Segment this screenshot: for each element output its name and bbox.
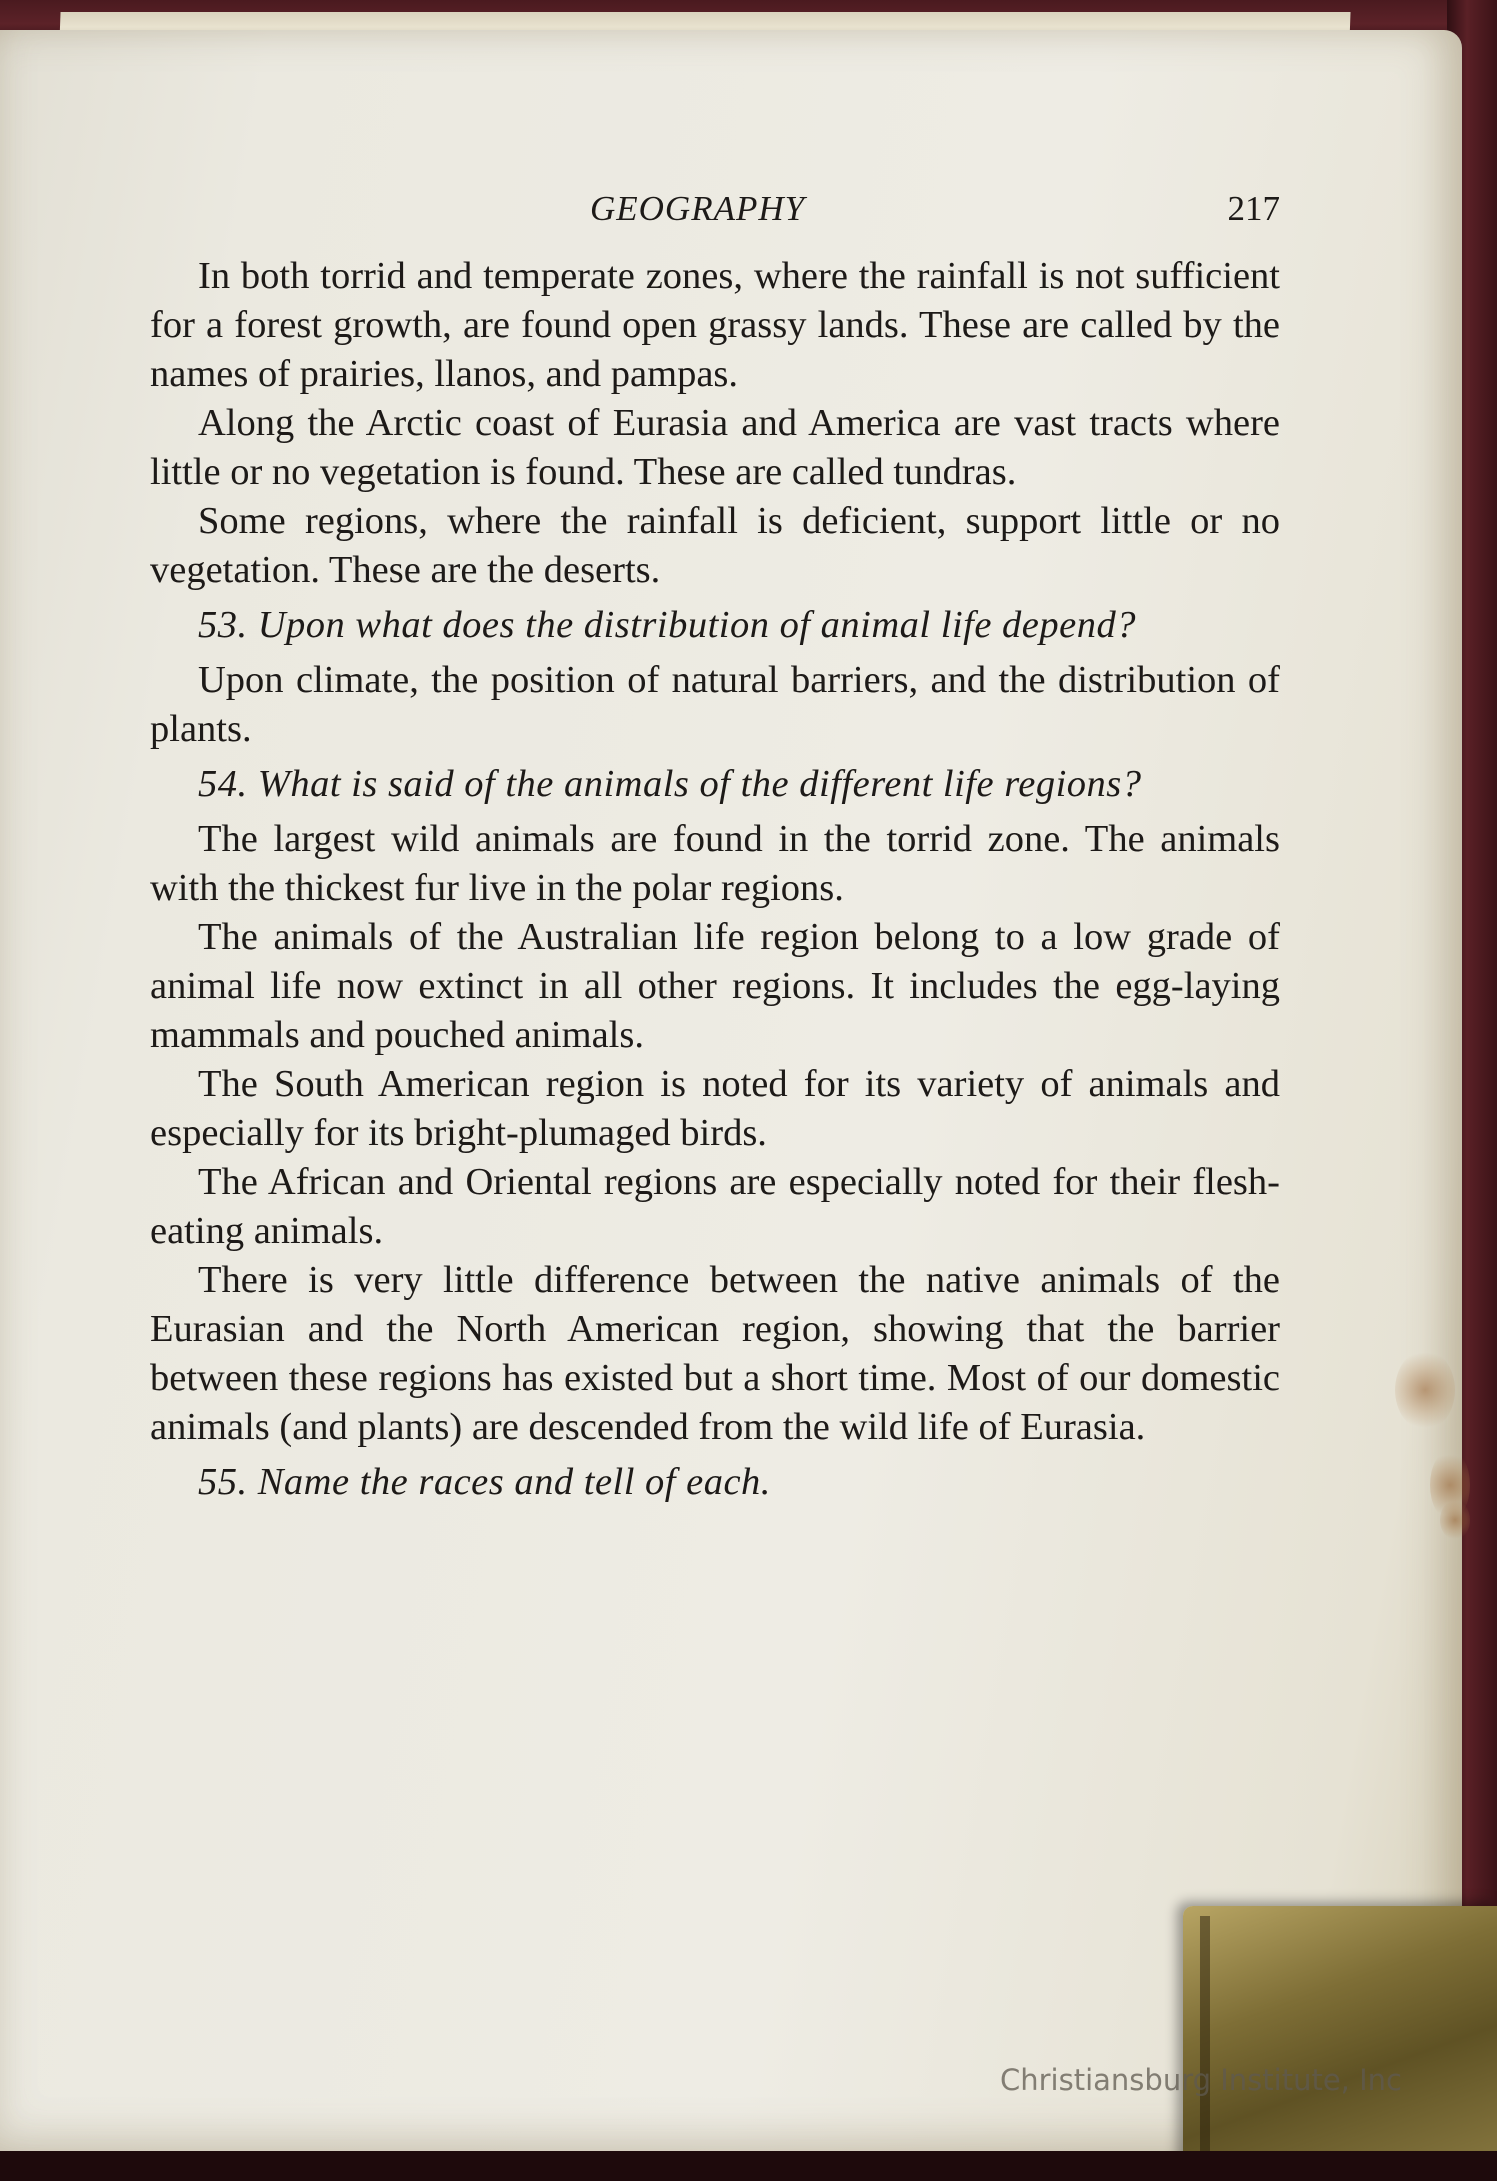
paragraph-tundras: Along the Arctic coast of Eurasia and America are vast tracts where little or no vegetation is found. These are called tundras. — [150, 402, 1280, 493]
answer-54-south-american: The South American region is noted for its variety of animals and especially for its bright-plumaged birds. — [150, 1063, 1280, 1154]
paragraph-grasslands: In both torrid and temperate zones, where the rainfall is not sufficient for a forest growth, are found open grassy lands. These are called by the names of prairies, llanos, and pampas. — [150, 255, 1280, 395]
answer-54-eurasian: There is very little difference between the native animals of the Eurasian and the North American region, showing that the barrier between these regions has existed but a short time. Most of our domestic animals (and plants) are descended from the wild life of Eurasia. — [150, 1259, 1280, 1448]
page-number: 217 — [1227, 189, 1280, 228]
question-54: 54. What is said of the animals of the different life regions? — [198, 763, 1142, 805]
answer-54-african-oriental: The African and Oriental regions are especially noted for their flesh-eating animals. — [150, 1161, 1280, 1252]
running-head — [150, 178, 1280, 228]
running-title: GEOGRAPHY — [590, 189, 806, 228]
answer-54-australian: The animals of the Australian life region belong to a low grade of animal life now extinct in all other regions. It includes the egg-laying mammals and pouched animals. — [150, 916, 1280, 1056]
page-stain — [1440, 1500, 1470, 1540]
paragraph-deserts: Some regions, where the rainfall is deficient, support little or no vegetation. These are the deserts. — [150, 500, 1280, 591]
answer-53: Upon climate, the position of natural barriers, and the distribution of plants. — [150, 659, 1280, 750]
clip-edge-shadow — [1200, 1916, 1210, 2166]
watermark-text: Christiansburg Institute, Inc — [1000, 2063, 1402, 2097]
question-53: 53. Upon what does the distribution of animal life depend? — [198, 604, 1136, 646]
page-stain — [1395, 1350, 1455, 1430]
brass-page-clip — [1183, 1906, 1497, 2181]
book-cover-bottom — [0, 2151, 1497, 2181]
page-text — [150, 178, 1280, 1513]
answer-54-torrid-polar: The largest wild animals are found in the torrid zone. The animals with the thickest fur live in the polar regions. — [150, 818, 1280, 909]
question-55: 55. Name the races and tell of each. — [198, 1461, 771, 1503]
